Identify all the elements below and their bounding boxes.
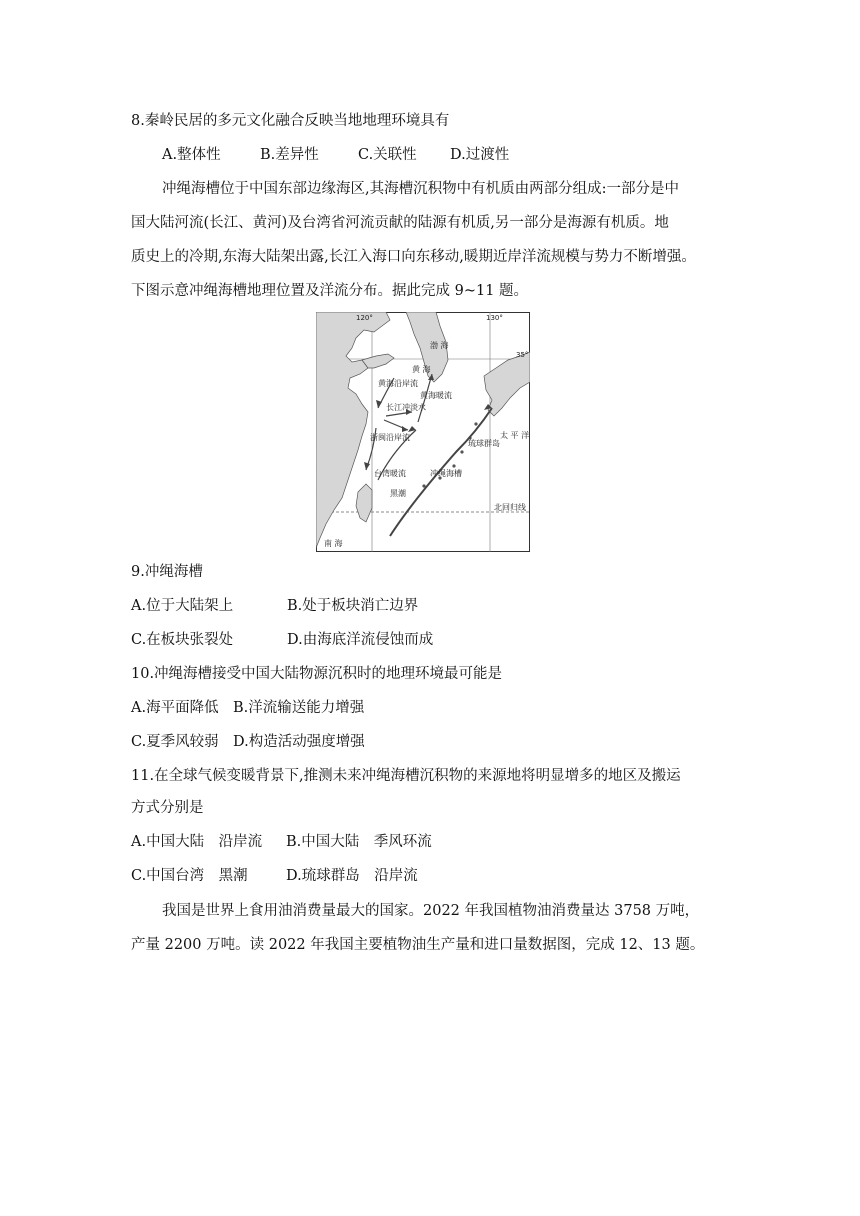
q8-option-c: C.关联性 [358, 147, 417, 163]
label-huanghai: 黄 海 [412, 365, 431, 374]
q9-option-d: D.由海底洋流侵蚀而成 [287, 632, 434, 648]
passage2-line1: 我国是世界上食用油消费量最大的国家。2022 年我国植物油消费量达 3758 万吨， [162, 903, 700, 919]
q11-option-c: C.中国台湾 黑潮 [131, 868, 248, 884]
q10-option-a: A.海平面降低 [131, 700, 219, 716]
label-taiwan-warm: 台湾暖流 [374, 469, 406, 478]
q11-row2 [131, 866, 418, 886]
label-huanghai-coastal: 黄海沿岸流 [378, 379, 418, 388]
q9-option-a: A.位于大陆架上 [131, 598, 234, 614]
label-zhemin: 浙闽沿岸流 [370, 433, 410, 442]
q11-stem-line2: 方式分别是 [131, 800, 204, 816]
label-pacific: 太 平 洋 [500, 431, 530, 440]
q9-row2 [131, 630, 433, 650]
label-tropic: 北回归线 [494, 503, 526, 512]
q8-stem: 8.秦岭民居的多元文化融合反映当地地理环境具有 [131, 113, 450, 129]
okinawa-trough-map [316, 312, 530, 552]
q10-option-d: D.构造活动强度增强 [233, 734, 365, 750]
q10-row1 [131, 698, 364, 718]
lat-label-35: 35° [516, 351, 529, 359]
q9-option-c: C.在板块张裂处 [131, 632, 234, 648]
q10-option-b: B.洋流输送能力增强 [233, 700, 365, 716]
passage2-line2: 产量 2200 万吨。读 2022 年我国主要植物油生产量和进口量数据图，完成 12、13 题。 [131, 937, 705, 953]
q10-option-c: C.夏季风较弱 [131, 734, 219, 750]
label-bohai: 渤 海 [430, 341, 449, 350]
q9-option-b: B.处于板块消亡边界 [287, 598, 419, 614]
q9-row1 [131, 596, 418, 616]
ryukyu-dot [452, 464, 455, 467]
q8-option-b: B.差异性 [260, 147, 319, 163]
q9-stem: 9.冲绳海槽 [131, 564, 203, 580]
passage1-line4: 下图示意冲绳海槽地理位置及洋流分布。据此完成 9~11 题。 [131, 283, 529, 299]
lon-label-130: 130° [486, 314, 503, 322]
passage1-line1: 冲绳海槽位于中国东部边缘海区,其海槽沉积物中有机质由两部分组成:一部分是中 [162, 181, 679, 197]
q8-option-d: D.过渡性 [450, 147, 510, 163]
q11-stem-line1: 11.在全球气候变暖背景下,推测未来冲绳海槽沉积物的来源地将明显增多的地区及搬运 [131, 768, 681, 784]
label-changjiang: 长江冲淡水 [386, 403, 426, 412]
q11-option-a: A.中国大陆 沿岸流 [131, 834, 263, 850]
passage1-line3: 质史上的冷期,东海大陆架出露,长江入海口向东移动,暖期近岸洋流规模与势力不断增强。 [131, 249, 696, 265]
lon-label-120: 120° [356, 314, 373, 322]
label-south-sea: 南 海 [324, 539, 343, 548]
q11-option-d: D.琉球群岛 沿岸流 [286, 868, 418, 884]
label-kuroshio: 黑潮 [390, 489, 406, 498]
q10-stem: 10.冲绳海槽接受中国大陆物源沉积时的地理环境最可能是 [131, 666, 503, 682]
q10-row2 [131, 732, 365, 752]
label-ryukyu: 琉球群岛 [468, 439, 500, 448]
q8-options [162, 145, 509, 165]
passage1-line2: 国大陆河流(长江、黄河)及台湾省河流贡献的陆源有机质,另一部分是海源有机质。地 [131, 215, 669, 231]
ryukyu-dot [460, 450, 463, 453]
label-trough: 冲绳海槽 [430, 469, 462, 478]
q11-option-b: B.中国大陆 季风环流 [286, 834, 432, 850]
ryukyu-dot [474, 422, 477, 425]
q11-row1 [131, 832, 432, 852]
label-yellow-warm: 黄海暖流 [420, 391, 452, 400]
q8-option-a: A.整体性 [162, 147, 221, 163]
